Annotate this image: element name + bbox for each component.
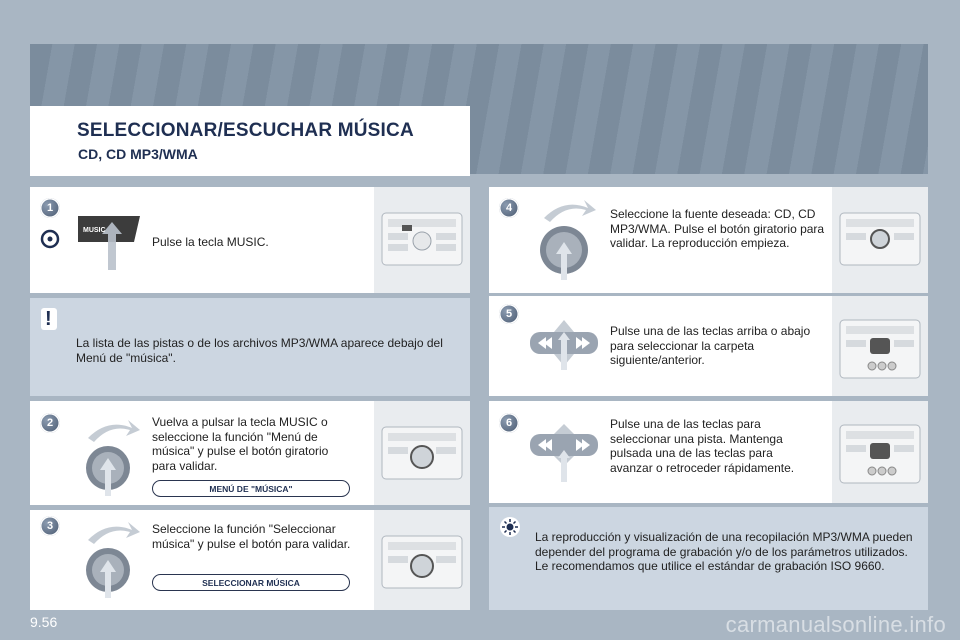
tip-text: La reproducción y visualización de una recopilación MP3/WMA pueden depender del programa de grabación y/o de los parámetros utilizados. Le recomendamos que utilice el estándar de grabación ISO 9660.	[535, 530, 913, 573]
lightbulb-icon	[499, 516, 521, 538]
step-badge-4: 4	[499, 198, 519, 218]
radio-unit-icon	[380, 413, 464, 493]
watermark: carmanualsonline.info	[725, 612, 946, 637]
radio-unit-thumbnail	[832, 401, 928, 503]
rotary-knob-icon[interactable]	[80, 518, 142, 600]
step-4-text: Seleccione la fuente deseada: CD, CD MP3/WMA. Pulse el botón giratorio para validar. La reproducción empieza.	[610, 207, 825, 250]
page-title: SELECCIONAR/ESCUCHAR MÚSICA	[77, 120, 414, 141]
radio-unit-thumbnail	[832, 187, 928, 293]
radio-unit-thumbnail	[374, 510, 470, 610]
radio-unit-icon	[380, 522, 464, 602]
page-number: 9.56	[30, 614, 58, 630]
radio-unit-thumbnail	[374, 187, 470, 293]
radio-unit-icon	[838, 413, 922, 493]
step-6-text: Pulse una de las teclas para seleccionar una pista. Mantenga pulsada una de las teclas para avanzar o retroceder rápidamente.	[610, 417, 795, 475]
radio-unit-icon	[380, 199, 464, 279]
warning-symbol: !	[45, 308, 52, 330]
step-5-text: Pulse una de las teclas arriba o abajo para seleccionar la carpeta siguiente/anterior.	[610, 324, 811, 367]
step-badge-3: 3	[40, 516, 60, 536]
step-1-text: Pulse la tecla MUSIC.	[152, 235, 269, 249]
radio-unit-thumbnail	[832, 296, 928, 396]
step-badge-6: 6	[499, 413, 519, 433]
rotary-knob-icon[interactable]	[80, 416, 142, 498]
arrow-key-icon[interactable]	[528, 422, 600, 484]
radio-unit-thumbnail	[374, 401, 470, 505]
cd-icon	[40, 229, 60, 249]
select-music-pill: SELECCIONAR MÚSICA	[152, 574, 350, 591]
step-badge-1: 1	[40, 198, 60, 218]
page-subtitle: CD, CD MP3/WMA	[78, 146, 198, 162]
step-badge-2: 2	[40, 413, 60, 433]
arrow-key-icon[interactable]	[528, 318, 600, 372]
radio-unit-icon	[838, 308, 922, 388]
menu-music-pill: MENÚ DE "MÚSICA"	[152, 480, 350, 497]
step-badge-5: 5	[499, 304, 519, 324]
rotary-knob-icon[interactable]	[536, 196, 598, 282]
warning-text: La lista de las pistas o de los archivos MP3/WMA aparece debajo del Menú de "música".	[76, 336, 443, 365]
radio-unit-icon	[838, 199, 922, 279]
music-key-label: MUSIC	[83, 227, 106, 234]
step-2-text: Vuelva a pulsar la tecla MUSIC o seleccione la función "Menú de música" y pulse el botón giratorio para validar.	[152, 415, 329, 473]
step-3-text: Seleccione la función "Seleccionar música" y pulse el botón para validar.	[152, 522, 351, 551]
